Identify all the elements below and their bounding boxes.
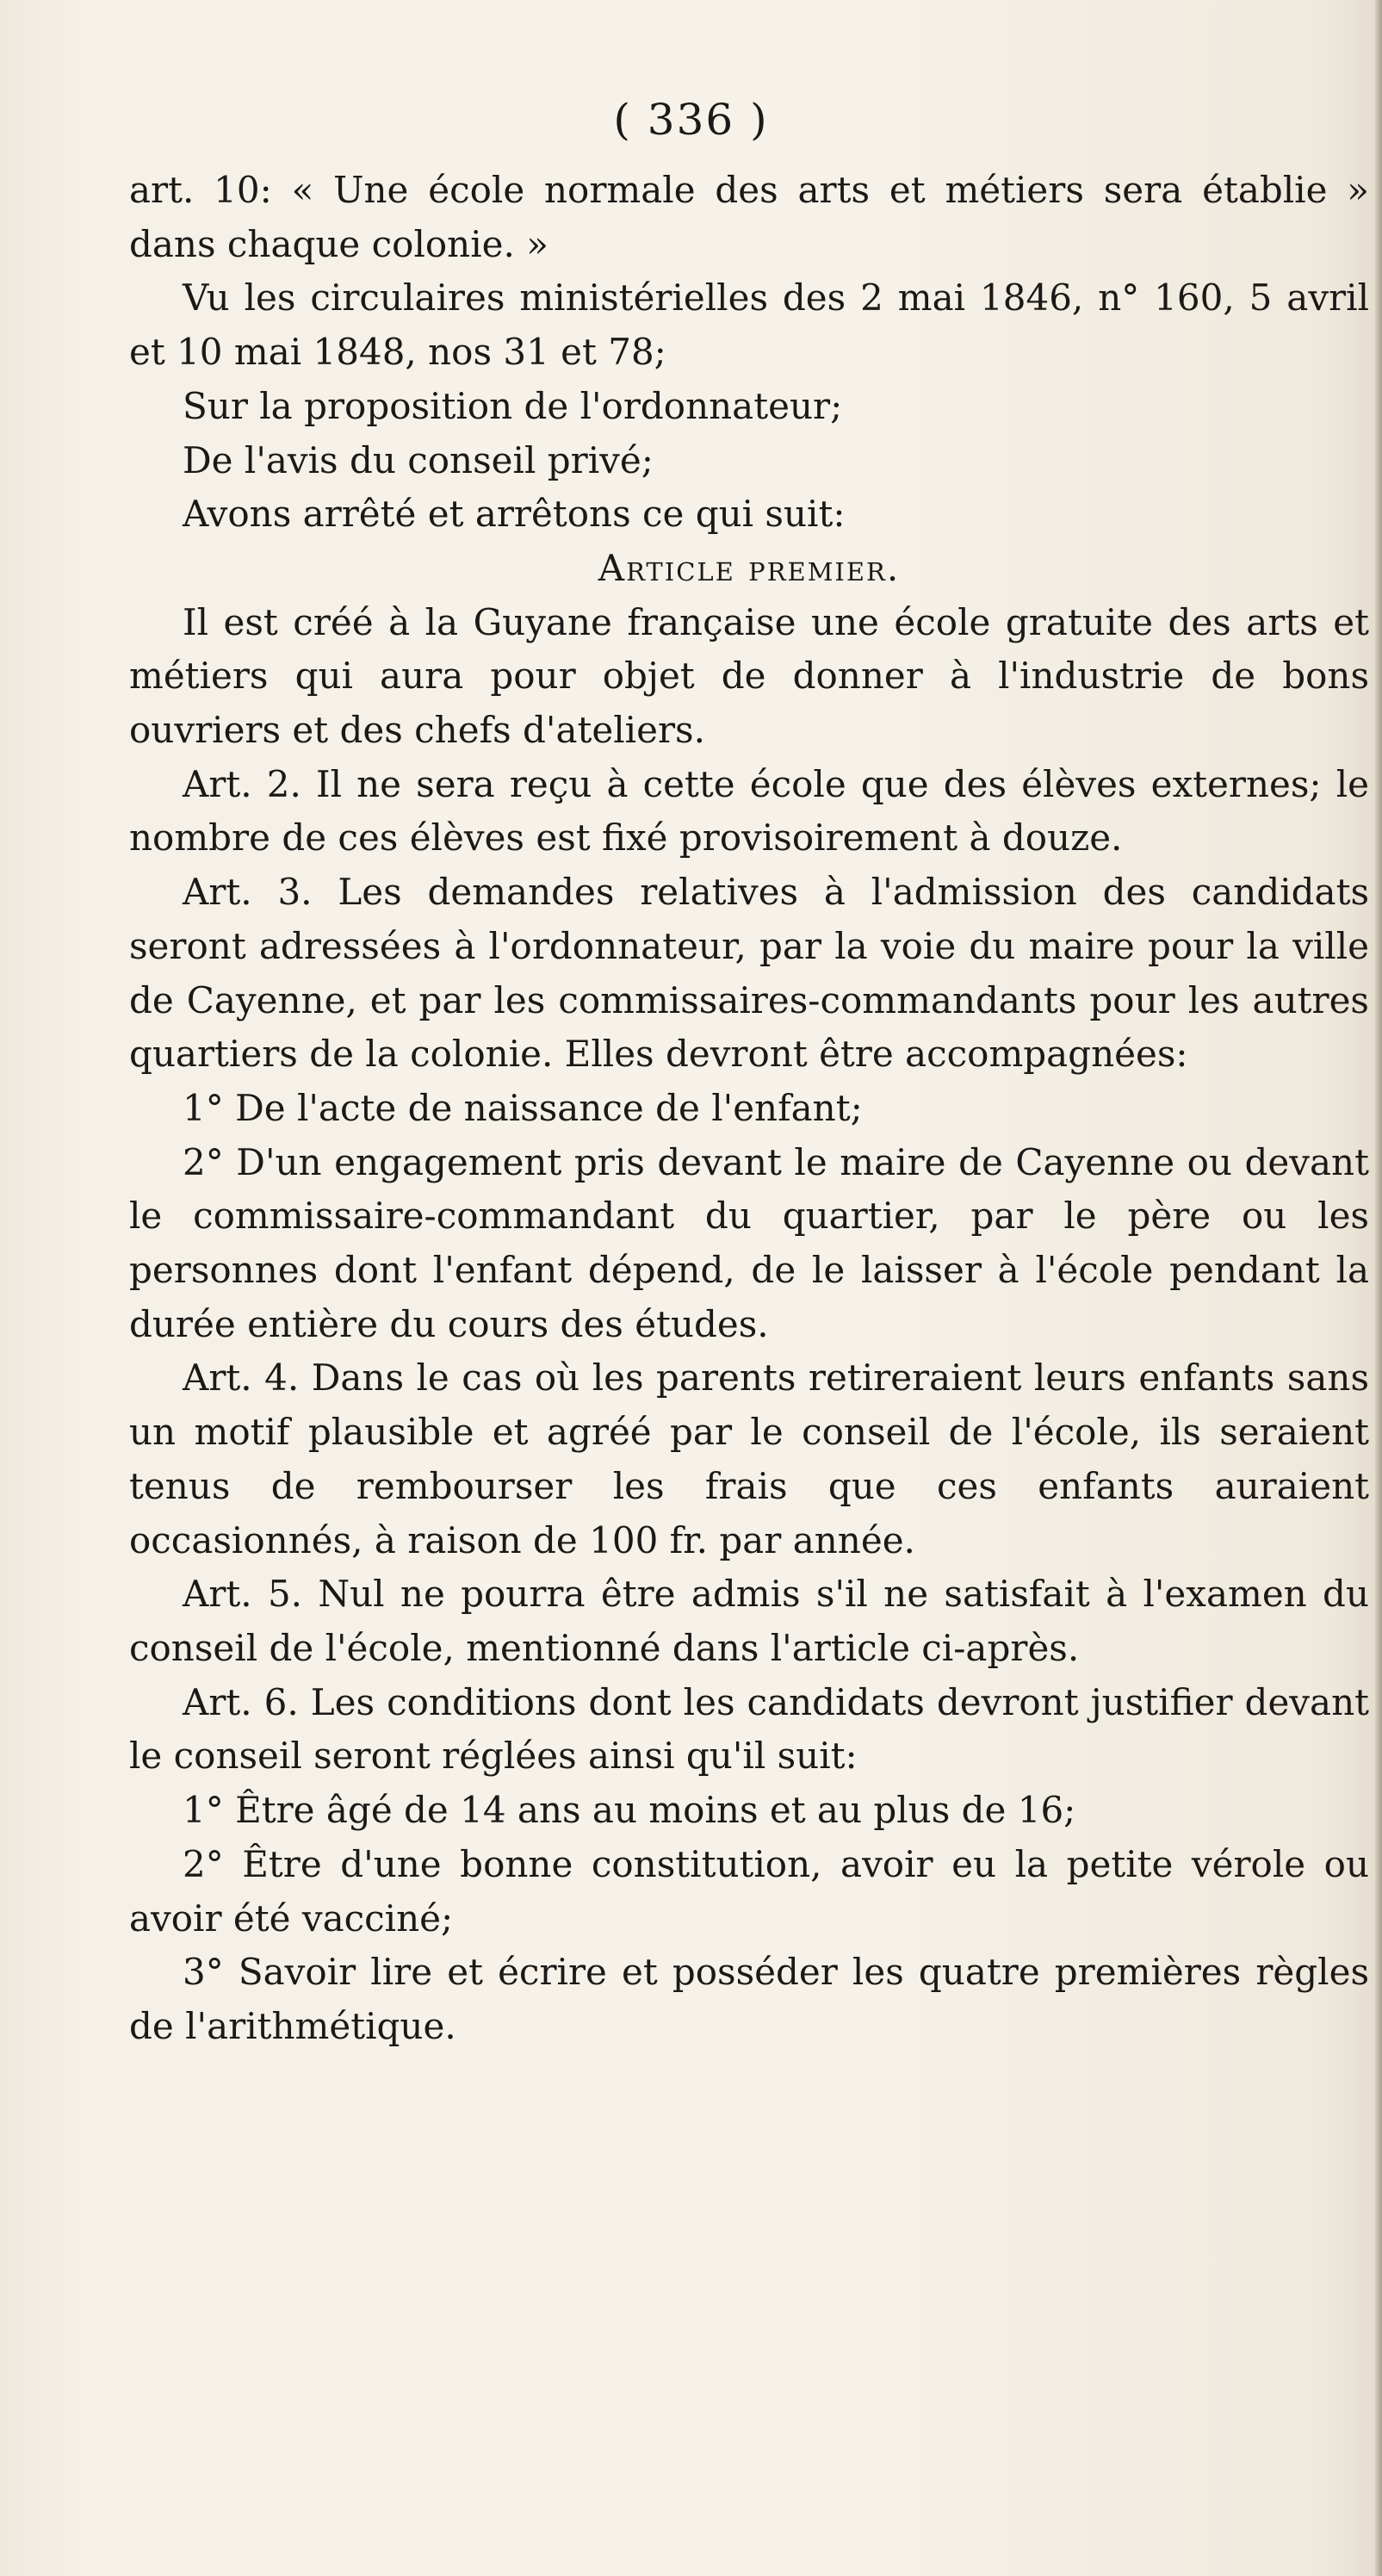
page-edge: [1375, 0, 1382, 2576]
paragraph-article-3: Art. 3. Les demandes relatives à l'admission des candidats seront adressées à l'ordonnateur, par la voie du maire pour la ville de Cayenne, et par les commissaires-commandants pour les autres quartiers de la colonie. Elles devront être accompagnées:: [129, 871, 1369, 1076]
paragraph-article-1: Il est créé à la Guyane française une école gratuite des arts et métiers qui aura pour objet de donner à l'industrie de bons ouvriers et des chefs d'ateliers.: [129, 600, 1369, 752]
paragraph-avons-arrete: Avons arrêté et arrêtons ce qui suit:: [183, 493, 846, 536]
paragraph-avis: De l'avis du conseil privé;: [183, 438, 654, 481]
paragraph-intro-continuation: art. 10: « Une école normale des arts et métiers sera établie » dans chaque colonie. »: [129, 169, 1369, 265]
body-text: [129, 164, 1369, 2054]
list-item-engagement: 2° D'un engagement pris devant le maire de Cayenne ou devant le commissaire-commandant du quartier, par le père ou les personnes dont l'enfant dépend, de le laisser à l'école pendant la durée entière du cours des études.: [129, 1140, 1369, 1345]
paragraph-article-5: Art. 5. Nul ne pourra être admis s'il ne satisfait à l'examen du conseil de l'école, mentionné dans l'article ci-après.: [129, 1573, 1369, 1669]
list-item-lire-ecrire: 3° Savoir lire et écrire et posséder les quatre premières règles de l'arithmétique.: [129, 1951, 1369, 2047]
list-item-age: 1° Être âgé de 14 ans au moins et au plus de 16;: [183, 1789, 1076, 1832]
paragraph-proposition: Sur la proposition de l'ordonnateur;: [183, 384, 843, 427]
article-heading: Article premier.: [598, 546, 901, 589]
paragraph-circulaires: Vu les circulaires ministérielles des 2 mai 1846, n° 160, 5 avril et 10 mai 1848, nos 31 et 78;: [129, 276, 1369, 374]
paragraph-article-2: Art. 2. Il ne sera reçu à cette école que des élèves externes; le nombre de ces élèves est fixé provisoirement à douze.: [129, 762, 1369, 860]
paragraph-article-6: Art. 6. Les conditions dont les candidats devront justifier devant le conseil seront réglées ainsi qu'il suit:: [129, 1680, 1369, 1778]
list-item-constitution: 2° Être d'une bonne constitution, avoir eu la petite vérole ou avoir été vacciné;: [129, 1842, 1369, 1940]
paragraph-article-4: Art. 4. Dans le cas où les parents retireraient leurs enfants sans un motif plausible et agréé par le conseil de l'école, ils seraient tenus de rembourser les frais que ces enfants auraient occasionnés, à raison de 100 fr. par année.: [129, 1356, 1369, 1561]
list-item-acte-naissance: 1° De l'acte de naissance de l'enfant;: [183, 1086, 863, 1129]
page-number: ( 336 ): [613, 95, 769, 145]
